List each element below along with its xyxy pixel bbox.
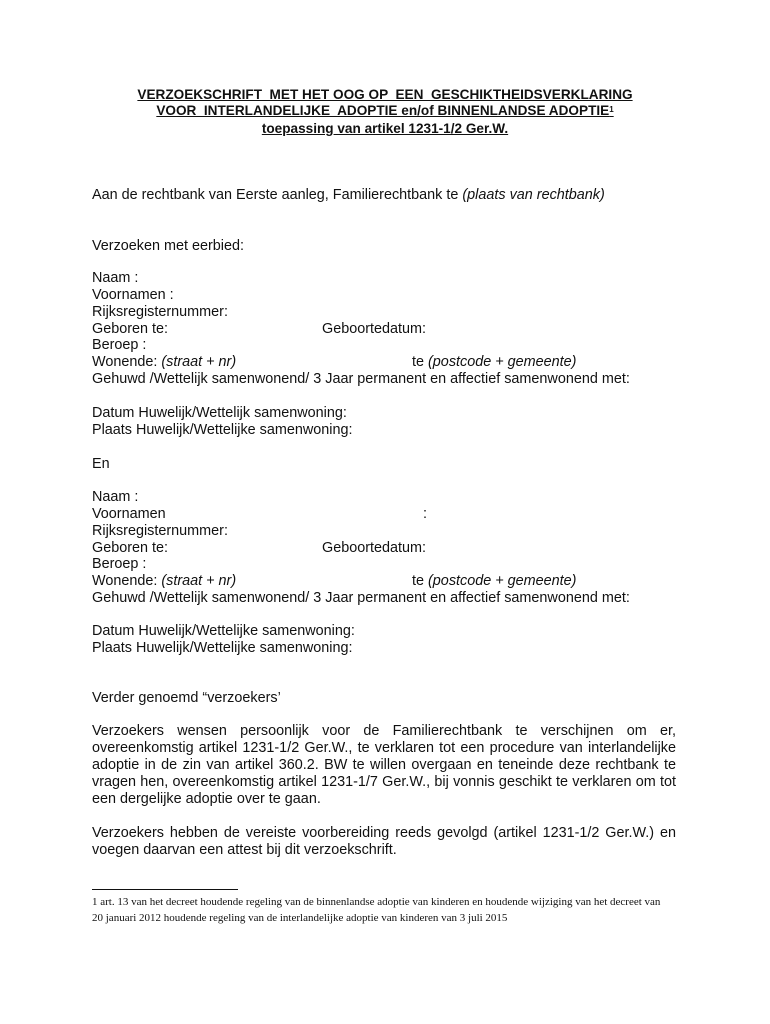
- person1-beroep-label: Beroep :: [92, 337, 147, 353]
- person1-te-label: te: [412, 354, 425, 370]
- person2-wonende: [92, 573, 236, 590]
- person1-wonende: [92, 354, 236, 371]
- person1-te: [412, 354, 576, 371]
- request-heading: Verzoeken met eerbied:: [92, 238, 244, 254]
- person2-naam-label: Naam :: [92, 489, 139, 505]
- person2-voornamen-colon: :: [423, 506, 427, 522]
- person2-datum-label: Datum Huwelijk/Wettelijke samenwoning:: [92, 623, 355, 639]
- person2-beroep-label: Beroep :: [92, 556, 147, 572]
- person2-street-placeholder: (straat + nr): [161, 573, 237, 589]
- person1-geboortedatum-label: Geboortedatum:: [322, 321, 426, 337]
- person2-te-label: te: [412, 573, 425, 589]
- person1-gehuwd-label: Gehuwd /Wettelijk samenwonend/ 3 Jaar permanent en affectief samenwonend met:: [92, 371, 630, 387]
- verder-genoemd: Verder genoemd “verzoekers’: [92, 690, 281, 706]
- person1-rijksregister-label: Rijksregisternummer:: [92, 304, 228, 320]
- person2-voornamen-label: Voornamen: [92, 506, 166, 522]
- document-title-line-2: [0, 103, 770, 119]
- person1-wonende-label: Wonende:: [92, 354, 158, 370]
- title-line-2-text: VOOR INTERLANDELIJKE ADOPTIE en/of BINNENLANDSE ADOPTIE: [156, 103, 610, 118]
- person2-wonende-label: Wonende:: [92, 573, 158, 589]
- footnote-separator: [92, 889, 238, 890]
- footnote-reference: 1: [609, 105, 614, 114]
- person1-geboren-label: Geboren te:: [92, 321, 169, 337]
- person1-voornamen-label: Voornamen :: [92, 287, 174, 303]
- court-address: [92, 187, 605, 204]
- paragraph-procedure: Verzoekers wensen persoonlijk voor de Familierechtbank te verschijnen om er, overeenkomstig artikel 1231-1/2 Ger.W., te verklaren tot een procedure van interlandelijke adoptie in de zin van artikel 360.2. BW te willen overgaan en teneinde deze rechtbank te vragen hen, overeenkomstig artikel 1231-1/7 Ger.W., bij vonnis geschikt te verklaren om tot een dergelijke adoptie over te gaan.: [92, 723, 676, 807]
- document-title-line-1: VERZOEKSCHRIFT MET HET OOG OP EEN GESCHIKTHEIDSVERKLARING: [137, 87, 633, 102]
- person2-geboortedatum-label: Geboortedatum:: [322, 540, 426, 556]
- court-address-text: Aan de rechtbank van Eerste aanleg, Familierechtbank te: [92, 187, 459, 203]
- paragraph-preparation: Verzoekers hebben de vereiste voorbereiding reeds gevolgd (artikel 1231-1/2 Ger.W.) en voegen daarvan een attest bij dit verzoekschrift.: [92, 825, 676, 858]
- person1-datum-label: Datum Huwelijk/Wettelijk samenwoning:: [92, 405, 347, 421]
- person2-rijksregister-label: Rijksregisternummer:: [92, 523, 228, 539]
- person2-te: [412, 573, 576, 590]
- en-separator: En: [92, 456, 110, 472]
- person1-naam-label: Naam :: [92, 270, 139, 286]
- person1-street-placeholder: (straat + nr): [161, 354, 237, 370]
- person2-plaats-label: Plaats Huwelijk/Wettelijke samenwoning:: [92, 640, 353, 656]
- court-place-placeholder: (plaats van rechtbank): [462, 187, 605, 203]
- footnote-text: 1 art. 13 van het decreet houdende regeling van de binnenlandse adoptie van kinderen en houdende wijziging van het decreet van 20 januari 2012 houdende regeling van de interlandelijke adoptie van kinderen van 3 juli 2015: [92, 896, 661, 924]
- person2-geboren-label: Geboren te:: [92, 540, 169, 556]
- person2-gehuwd-label: Gehuwd /Wettelijk samenwonend/ 3 Jaar permanent en affectief samenwonend met:: [92, 590, 630, 606]
- person2-postcode-placeholder: (postcode + gemeente): [428, 573, 577, 589]
- person1-plaats-label: Plaats Huwelijk/Wettelijke samenwoning:: [92, 422, 353, 438]
- document-title-line-3: toepassing van artikel 1231-1/2 Ger.W.: [261, 121, 509, 136]
- person1-postcode-placeholder: (postcode + gemeente): [428, 354, 577, 370]
